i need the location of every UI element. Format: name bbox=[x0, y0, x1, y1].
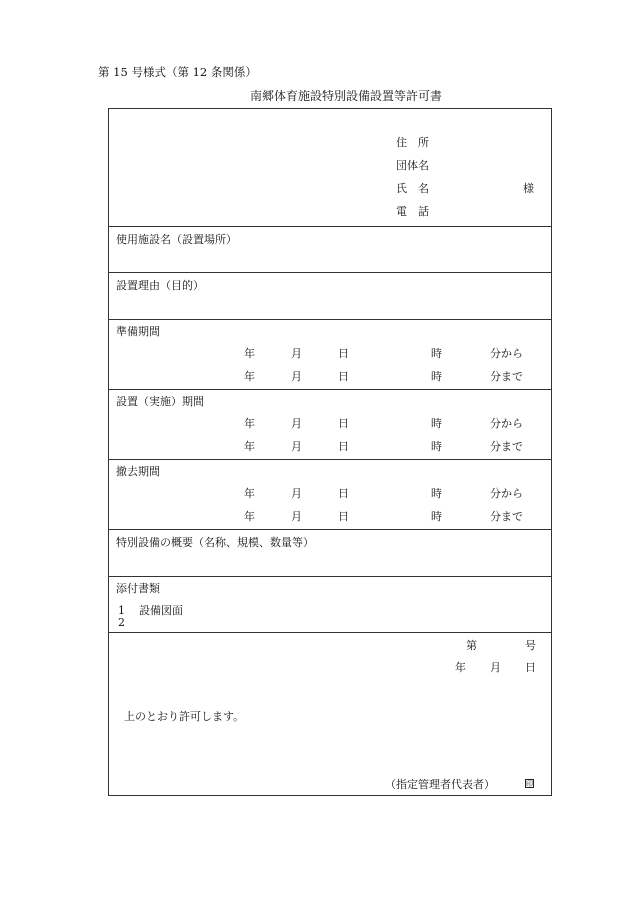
year-label: 年 bbox=[244, 417, 255, 430]
facility-name-label: 使用施設名（設置場所） bbox=[116, 233, 237, 246]
minute-until-label: 分まで bbox=[490, 370, 523, 383]
seal-mark: 印 bbox=[526, 780, 533, 788]
month-label: 月 bbox=[291, 487, 302, 500]
year-label: 年 bbox=[244, 440, 255, 453]
attachment-1-label: 設備図面 bbox=[139, 604, 183, 617]
month-label: 月 bbox=[291, 440, 302, 453]
reason-label: 設置理由（目的） bbox=[116, 279, 204, 292]
hour-label: 時 bbox=[431, 370, 442, 383]
day-label: 日 bbox=[338, 510, 349, 523]
form-box bbox=[108, 108, 552, 796]
section-divider bbox=[108, 272, 552, 273]
installation-period-label: 設置（実施）期間 bbox=[116, 395, 204, 408]
section-divider bbox=[108, 529, 552, 530]
minute-from-label: 分から bbox=[490, 417, 523, 430]
hour-label: 時 bbox=[431, 510, 442, 523]
document-title: 南郷体育施設特別設備設置等許可書 bbox=[250, 89, 443, 103]
permission-statement: 上のとおり許可します。 bbox=[124, 710, 245, 723]
name-label: 氏 名 bbox=[396, 182, 429, 195]
section-divider bbox=[108, 459, 552, 460]
month-label: 月 bbox=[291, 347, 302, 360]
day-label: 日 bbox=[338, 417, 349, 430]
form-number: 第 15 号様式（第 12 条関係） bbox=[98, 65, 257, 79]
section-divider bbox=[108, 576, 552, 577]
phone-label: 電 話 bbox=[396, 205, 429, 218]
permit-number-suffix: 号 bbox=[525, 639, 536, 652]
month-label: 月 bbox=[291, 417, 302, 430]
month-label: 月 bbox=[291, 370, 302, 383]
hour-label: 時 bbox=[431, 487, 442, 500]
hour-label: 時 bbox=[431, 417, 442, 430]
hour-label: 時 bbox=[431, 440, 442, 453]
year-label: 年 bbox=[244, 510, 255, 523]
group-name-label: 団体名 bbox=[396, 159, 429, 172]
issue-month-label: 月 bbox=[490, 661, 501, 674]
month-label: 月 bbox=[291, 510, 302, 523]
issue-year-label: 年 bbox=[455, 661, 466, 674]
address-label: 住 所 bbox=[396, 136, 429, 149]
minute-until-label: 分まで bbox=[490, 440, 523, 453]
day-label: 日 bbox=[338, 440, 349, 453]
year-label: 年 bbox=[244, 370, 255, 383]
section-divider bbox=[108, 226, 552, 227]
preparation-period-label: 準備期間 bbox=[116, 325, 160, 338]
removal-period-label: 撤去期間 bbox=[116, 465, 160, 478]
minute-from-label: 分から bbox=[490, 347, 523, 360]
signer-label: （指定管理者代表者） bbox=[385, 778, 495, 791]
minute-until-label: 分まで bbox=[490, 510, 523, 523]
year-label: 年 bbox=[244, 487, 255, 500]
day-label: 日 bbox=[338, 370, 349, 383]
day-label: 日 bbox=[338, 487, 349, 500]
equipment-overview-label: 特別設備の概要（名称、規模、数量等） bbox=[116, 536, 314, 549]
permit-number-prefix: 第 bbox=[466, 639, 477, 652]
honorific: 様 bbox=[523, 182, 534, 195]
section-divider bbox=[108, 389, 552, 390]
year-label: 年 bbox=[244, 347, 255, 360]
section-divider bbox=[108, 319, 552, 320]
attachment-1-number: 1 bbox=[118, 604, 125, 617]
section-divider bbox=[108, 632, 552, 633]
attachments-label: 添付書類 bbox=[116, 582, 160, 595]
minute-from-label: 分から bbox=[490, 487, 523, 500]
attachment-2-number: 2 bbox=[118, 616, 125, 629]
issue-day-label: 日 bbox=[525, 661, 536, 674]
hour-label: 時 bbox=[431, 347, 442, 360]
day-label: 日 bbox=[338, 347, 349, 360]
